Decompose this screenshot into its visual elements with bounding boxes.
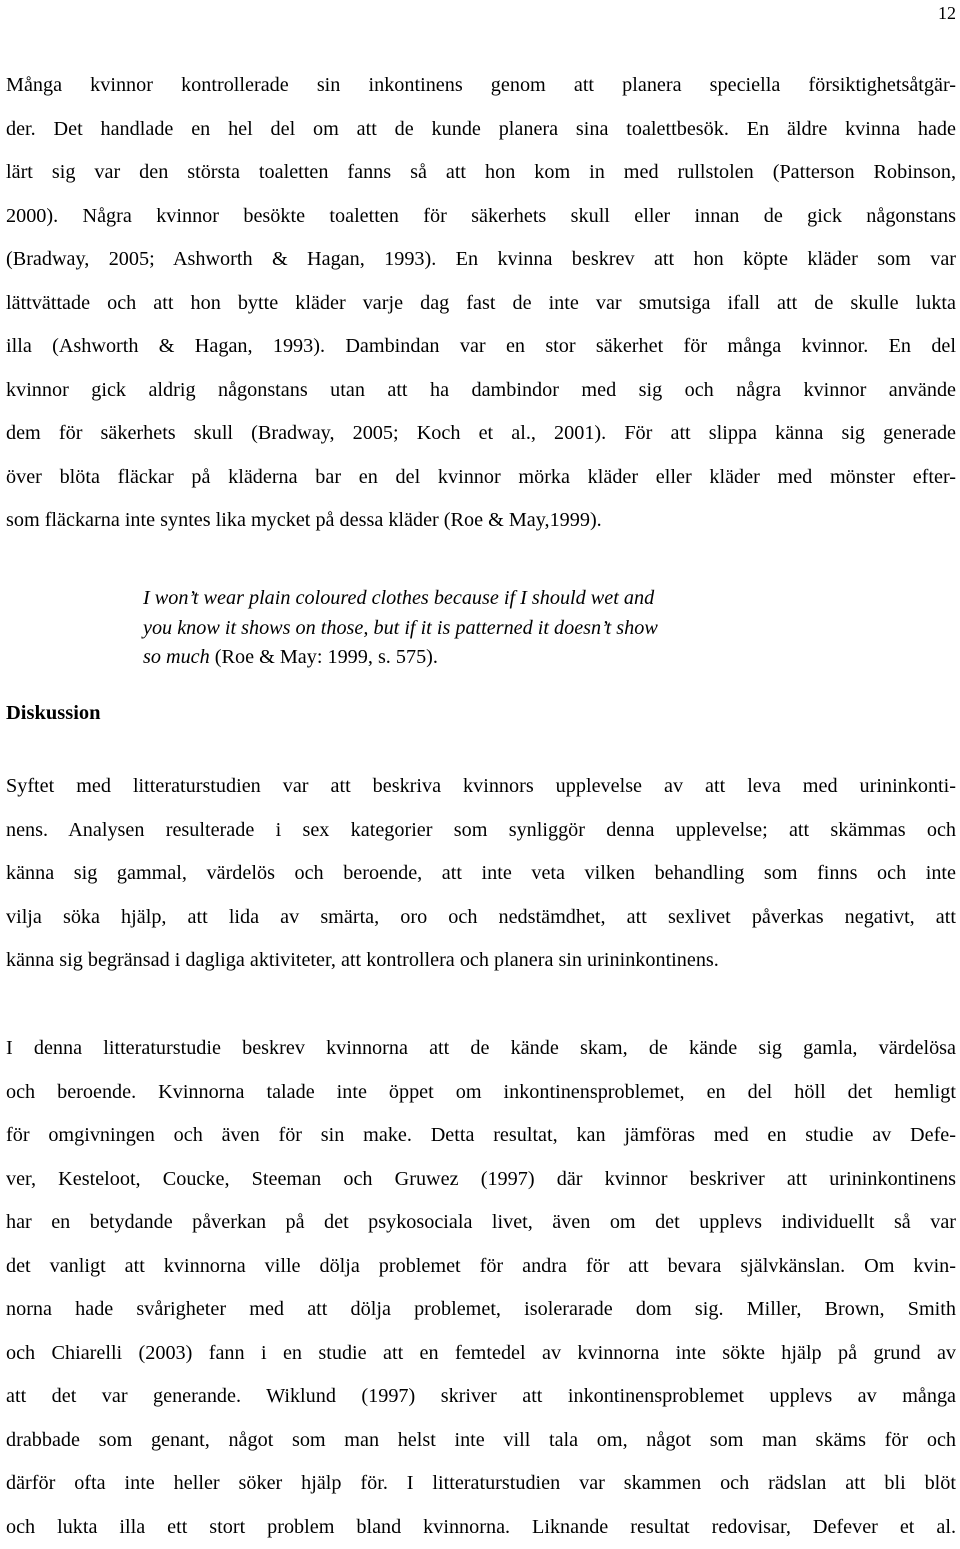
text-line: 2000). Några kvinnor besökte toaletten för säkerhets skull eller innan de gick någonstans [6,195,956,239]
text-line: och Chiarelli (2003) fann i en studie att en femtedel av kvinnorna inte sökte hjälp på grund av [6,1332,956,1376]
paragraph-purpose [6,765,956,983]
text-line: lättvättade och att hon bytte kläder varje dag fast de inte var smutsiga ifall att de skulle lukta [6,282,956,326]
text-line: och lukta illa ett stort problem bland kvinnorna. Liknande resultat redovisar, Defever et al. [6,1506,956,1549]
quote-italic-text: so much [143,646,210,668]
paragraph-discussion [6,1027,956,1549]
text-line: vilja söka hjälp, att lida av smärta, oro och nedstämdhet, att sexlivet påverkas negativt, att [6,896,956,940]
text-line: I denna litteraturstudie beskrev kvinnorna att de kände skam, de kände sig gamla, värdelösa [6,1027,956,1071]
text-line: norna hade svårigheter med att dölja problemet, isolerarade dom sig. Miller, Brown, Smith [6,1288,956,1332]
text-line: illa (Ashworth & Hagan, 1993). Dambindan var en stor säkerhet för många kvinnor. En del [6,325,956,369]
page-number: 12 [938,2,956,24]
block-quote [143,584,823,673]
text-line: Syftet med litteraturstudien var att beskriva kvinnors upplevelse av att leva med urininkonti- [6,765,956,809]
text-line: över blöta fläckar på kläderna bar en del kvinnor mörka kläder eller kläder med mönster efter- [6,456,956,500]
text-line: dem för säkerhets skull (Bradway, 2005; Koch et al., 2001). För att slippa känna sig generade [6,412,956,456]
text-line: för omgivningen och även för sin make. Detta resultat, kan jämföras med en studie av Defe- [6,1114,956,1158]
text-line: lärt sig var den största toaletten fanns så att hon kom in med rullstolen (Patterson Robinson, [6,151,956,195]
text-line: Många kvinnor kontrollerade sin inkontinens genom att planera speciella försiktighetsåtgär- [6,64,956,108]
text-line: der. Det handlade en hel del om att de kunde planera sina toalettbesök. En äldre kvinna hade [6,108,956,152]
quote-line: you know it shows on those, but if it is patterned it doesn’t show [143,614,823,644]
section-heading: Diskussion [6,699,101,727]
paragraph-force-planning [6,64,956,543]
text-line: att det var generande. Wiklund (1997) skriver att inkontinensproblemet upplevs av många [6,1375,956,1419]
text-line: ver, Kesteloot, Coucke, Steeman och Gruwez (1997) där kvinnor beskriver att urininkontinens [6,1158,956,1202]
text-line: (Bradway, 2005; Ashworth & Hagan, 1993). En kvinna beskrev att hon köpte kläder som var [6,238,956,282]
text-line: drabbade som genant, något som man helst inte vill tala om, något som man skäms för och [6,1419,956,1463]
text-line: känna sig gammal, värdelös och beroende, att inte veta vilken behandling som finns och inte [6,852,956,896]
text-line: som fläckarna inte syntes lika mycket på dessa kläder (Roe & May,1999). [6,499,956,543]
text-line: och beroende. Kvinnorna talade inte öppet om inkontinensproblemet, en del höll det hemligt [6,1071,956,1115]
quote-line: I won’t wear plain coloured clothes because if I should wet and [143,584,823,614]
text-line: har en betydande påverkan på det psykosociala livet, även om det upplevs individuellt så var [6,1201,956,1245]
quote-line [143,643,823,673]
text-line: kvinnor gick aldrig någonstans utan att ha dambindor med sig och några kvinnor använde [6,369,956,413]
text-line: det vanligt att kvinnorna ville dölja problemet för andra för att bevara självkänslan. Om kvin- [6,1245,956,1289]
text-line: därför ofta inte heller söker hjälp för. I litteraturstudien var skammen och rädslan att bli blöt [6,1462,956,1506]
quote-citation: (Roe & May: 1999, s. 575). [210,646,438,668]
text-line: känna sig begränsad i dagliga aktiviteter, att kontrollera och planera sin urininkontinens. [6,939,956,983]
text-line: nens. Analysen resulterade i sex kategorier som synliggör denna upplevelse; att skämmas och [6,809,956,853]
